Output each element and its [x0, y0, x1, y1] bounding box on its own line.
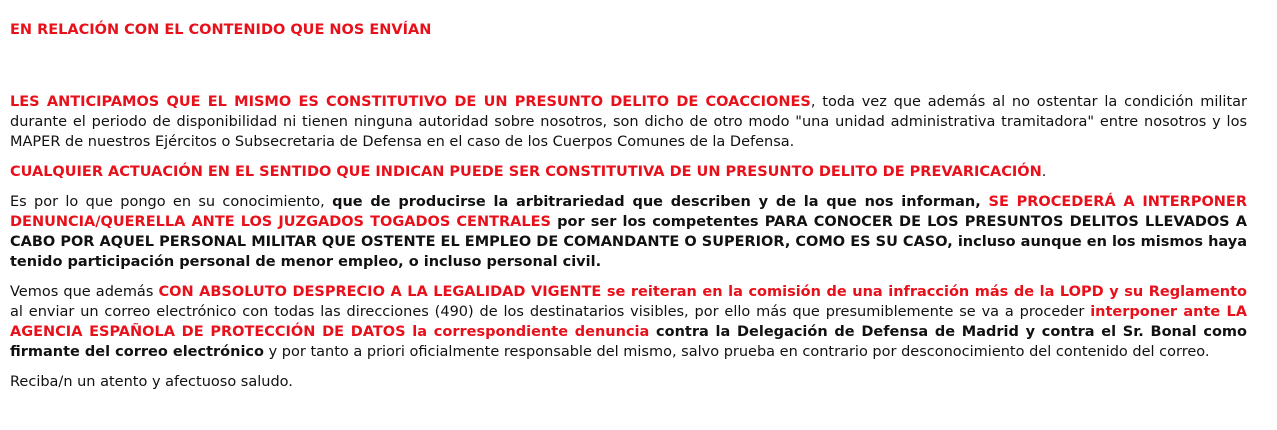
paragraph-denuncia [10, 192, 1247, 272]
paragraph-denuncia-intro: Es por lo que pongo en su conocimiento, [10, 194, 333, 210]
closing-line: Reciba/n un atento y afectuoso saludo. [10, 374, 293, 390]
paragraph-lopd-bold: contra la Delegación de Defensa de Madrid y contra el Sr. Bonal como firmante del correo electrónico [10, 324, 1247, 360]
paragraph-lopd-highlight: CON ABSOLUTO DESPRECIO A LA LEGALIDAD VIGENTE se reiteran en la comisión de una infracción más de la LOPD y su Reglamento [158, 284, 1247, 300]
paragraph-lopd-text: al enviar un correo electrónico con todas las direcciones (490) de los destinatarios visibles, por ello más que presumiblemente se va a proceder [10, 304, 1091, 320]
paragraph-prevaricacion [10, 162, 1247, 182]
paragraph-denuncia-highlight: SE PROCEDERÁ A INTERPONER DENUNCIA/QUERELLA ANTE LOS JUZGADOS TOGADOS CENTRALES [10, 194, 1248, 230]
paragraph-lopd [10, 282, 1247, 362]
paragraph-coacciones-highlight: LES ANTICIPAMOS QUE EL MISMO ES CONSTITUTIVO DE UN PRESUNTO DELITO DE COACCIONES [10, 94, 811, 110]
paragraph-denuncia-bold: que de producirse la arbitrariedad que describen y de la que nos informan, [332, 194, 989, 210]
paragraph-coacciones-text: , toda vez que además al no ostentar la condición militar durante el periodo de disponibilidad ni tienen ninguna autoridad sobre nosotros, son dicho de otro modo "una unidad administrativa tramitadora" entre nosotros y los MAPER de nuestros Ejércitos o Subsecretaria de Defensa en el caso de los Cuerpos Comunes de la Defensa. [10, 94, 1247, 150]
paragraph-prevaricacion-text: . [1041, 164, 1047, 180]
paragraph-lopd-end: y por tanto a priori oficialmente responsable del mismo, salvo prueba en contrario por desconocimiento del contenido del correo. [264, 344, 1210, 360]
paragraph-denuncia-bold-rest: por ser los competentes PARA CONOCER DE LOS PRESUNTOS DELITOS LLEVADOS A CABO POR AQUEL PERSONAL MILITAR QUE OSTENTE EL EMPLEO DE COMANDANTE O SUPERIOR, COMO ES SU CASO, incluso aunque en los mismos haya tenido participación personal de menor empleo, o incluso personal civil. [10, 214, 1247, 270]
heading: EN RELACIÓN CON EL CONTENIDO QUE NOS ENVÍAN [10, 22, 432, 38]
paragraph-prevaricacion-highlight: CUALQUIER ACTUACIÓN EN EL SENTIDO QUE INDICAN PUEDE SER CONSTITUTIVA DE UN PRESUNTO DELITO DE PREVARICACIÓN [10, 164, 1042, 180]
paragraph-lopd-intro: Vemos que además [10, 284, 159, 300]
paragraph-coacciones [10, 92, 1247, 152]
paragraph-lopd-highlight-2: interponer ante LA AGENCIA ESPAÑOLA DE PROTECCIÓN DE DATOS la correspondiente denuncia [10, 304, 1247, 340]
